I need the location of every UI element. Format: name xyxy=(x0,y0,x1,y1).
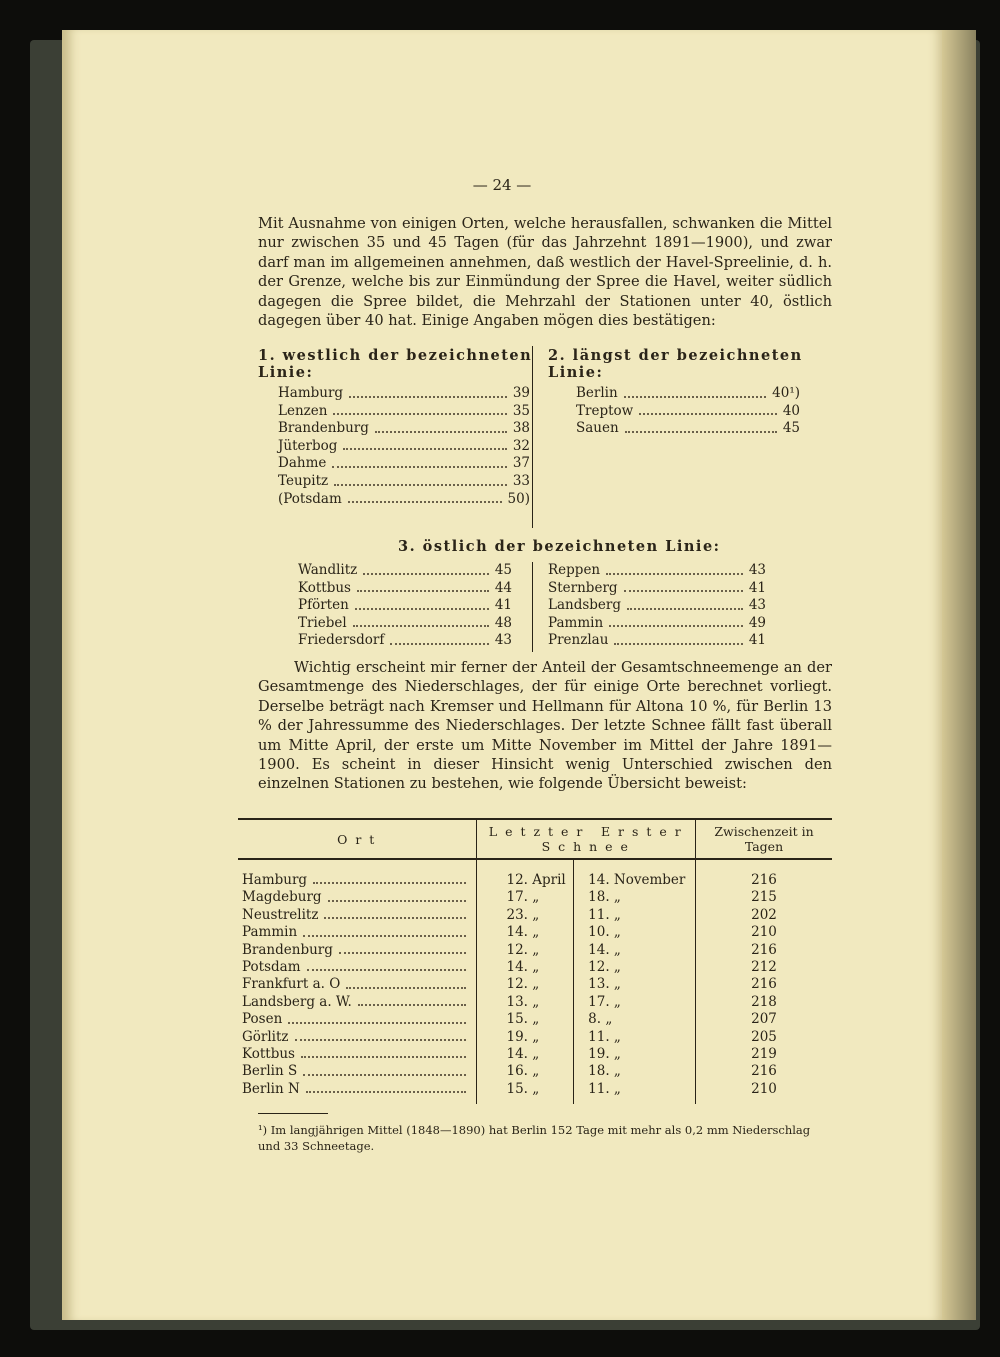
place-name: Friedersdorf xyxy=(298,632,385,649)
value: 49 xyxy=(748,614,766,631)
ort: Neustrelitz xyxy=(242,906,319,923)
list-item xyxy=(298,615,512,633)
letzter-cell: 14. „ xyxy=(476,924,574,941)
ort-cell xyxy=(238,859,476,889)
ort: Potsdam xyxy=(242,959,301,976)
leader-dots xyxy=(303,1063,465,1075)
zwischenzeit-cell: 212 xyxy=(696,959,832,976)
leader-dots xyxy=(288,1011,465,1023)
divider xyxy=(532,346,533,528)
value: 44 xyxy=(494,579,512,596)
leader-dots xyxy=(353,615,489,628)
list-item xyxy=(548,562,766,580)
leader-dots xyxy=(627,597,743,610)
leader-dots xyxy=(307,959,466,971)
snow-table xyxy=(238,818,832,1104)
place-name: Pammin xyxy=(548,614,604,631)
leader-dots xyxy=(614,632,742,645)
erster-cell: 14. „ xyxy=(574,942,696,959)
value: 43 xyxy=(748,562,766,578)
ort-cell xyxy=(238,994,476,1011)
place-name: Dahme xyxy=(278,455,327,472)
value: 41 xyxy=(748,579,766,596)
erster-cell: 17. „ xyxy=(574,994,696,1011)
ort-cell xyxy=(238,889,476,906)
leader-dots xyxy=(334,473,507,486)
leader-dots xyxy=(306,1081,466,1093)
list-item xyxy=(278,438,530,456)
table-row xyxy=(238,942,832,959)
ort: Berlin N xyxy=(242,1080,300,1097)
col-zwischenzeit: Zwischenzeit in Tagen xyxy=(696,819,832,859)
list-item xyxy=(298,562,512,580)
list-east-left xyxy=(298,562,512,650)
ort: Posen xyxy=(242,1011,283,1028)
table-row xyxy=(238,959,832,976)
zwischenzeit-cell: 216 xyxy=(696,976,832,993)
place-name: Prenzlau xyxy=(548,632,609,649)
erster-cell: 19. „ xyxy=(574,1046,696,1063)
place-name: Wandlitz xyxy=(298,562,358,578)
leader-dots xyxy=(328,889,466,901)
zwischenzeit-cell: 215 xyxy=(696,889,832,906)
leader-dots xyxy=(390,632,488,645)
list-item xyxy=(298,632,512,650)
place-name: Teupitz xyxy=(278,472,329,489)
leader-dots xyxy=(346,976,465,988)
list-item xyxy=(278,420,530,438)
col-schnee-label: S c h n e e xyxy=(541,839,630,854)
zwischenzeit-cell: 202 xyxy=(696,907,832,924)
table-row xyxy=(238,1046,832,1063)
place-name: Jüterbog xyxy=(278,437,338,454)
place-name: Sternberg xyxy=(548,579,618,596)
table-row xyxy=(238,1063,832,1080)
place-name: Reppen xyxy=(548,562,601,578)
value: 32 xyxy=(512,437,530,454)
list-item xyxy=(298,597,512,615)
list-item xyxy=(548,597,766,615)
zwischenzeit-cell: 219 xyxy=(696,1046,832,1063)
erster-cell: 18. „ xyxy=(574,889,696,906)
zwischenzeit-cell: 210 xyxy=(696,924,832,941)
table-row xyxy=(238,976,832,993)
value: 41 xyxy=(494,597,512,614)
list-item xyxy=(548,580,766,598)
letzter-cell: 12. „ xyxy=(476,976,574,993)
list-item xyxy=(576,403,800,421)
list-item xyxy=(278,403,530,421)
ort: Hamburg xyxy=(242,872,308,888)
place-name: (Potsdam xyxy=(278,490,342,507)
leader-dots xyxy=(355,597,489,610)
place-name: Lenzen xyxy=(278,402,328,419)
leader-dots xyxy=(324,907,465,919)
divider xyxy=(532,562,533,652)
zwischenzeit-cell: 210 xyxy=(696,1081,832,1104)
ort: Kottbus xyxy=(242,1046,295,1063)
table-row xyxy=(238,924,832,941)
ort: Magdeburg xyxy=(242,889,322,906)
leader-dots xyxy=(303,924,465,936)
list-item xyxy=(298,580,512,598)
ort-cell xyxy=(238,924,476,941)
erster-cell: 10. „ xyxy=(574,924,696,941)
list-title: 1. westlich der bezeichneten Linie: xyxy=(258,347,533,381)
place-name: Kottbus xyxy=(298,579,351,596)
value: 43 xyxy=(494,632,512,649)
ort-cell xyxy=(238,1063,476,1080)
table-row xyxy=(238,907,832,924)
zwischenzeit-cell: 216 xyxy=(696,1063,832,1080)
value: 40¹) xyxy=(772,385,800,401)
leader-dots xyxy=(357,580,489,593)
erster-cell: 13. „ xyxy=(574,976,696,993)
ort: Landsberg a. W. xyxy=(242,993,352,1010)
table-row xyxy=(238,859,832,889)
list-item xyxy=(278,491,530,509)
ort-cell xyxy=(238,1029,476,1046)
book-page xyxy=(62,30,942,1320)
erster-cell: 14. November xyxy=(574,859,696,889)
list-item xyxy=(548,615,766,633)
letzter-cell: 13. „ xyxy=(476,994,574,1011)
value: 48 xyxy=(494,614,512,631)
letzter-cell: 19. „ xyxy=(476,1029,574,1046)
letzter-cell: 14. „ xyxy=(476,959,574,976)
col-ort: O r t xyxy=(238,819,476,859)
leader-dots xyxy=(339,942,466,954)
value: 37 xyxy=(512,455,530,472)
ort-cell xyxy=(238,976,476,993)
ort: Brandenburg xyxy=(242,941,333,958)
leader-dots xyxy=(349,385,507,398)
page-edges xyxy=(940,30,976,1320)
list-item xyxy=(278,385,530,403)
list-item xyxy=(576,420,800,438)
value: 41 xyxy=(748,632,766,649)
place-name: Berlin xyxy=(576,385,618,401)
ort-cell xyxy=(238,1081,476,1104)
erster-cell: 11. „ xyxy=(574,1081,696,1104)
value: 39 xyxy=(512,385,530,401)
letzter-cell: 12. April xyxy=(476,859,574,889)
leader-dots xyxy=(606,562,743,575)
leader-dots xyxy=(343,438,506,451)
zwischenzeit-cell: 207 xyxy=(696,1011,832,1028)
value: 45 xyxy=(782,420,800,437)
place-name: Hamburg xyxy=(278,385,344,401)
list-title: 3. östlich der bezeichneten Linie: xyxy=(398,538,721,555)
value: 43 xyxy=(748,597,766,614)
list-west xyxy=(258,347,540,508)
table-row xyxy=(238,889,832,906)
place-name: Brandenburg xyxy=(278,420,369,437)
erster-cell: 12. „ xyxy=(574,959,696,976)
col-letzter: L e t z t e r xyxy=(488,824,585,839)
value: 40 xyxy=(782,402,800,419)
zwischenzeit-cell: 216 xyxy=(696,859,832,889)
place-name: Landsberg xyxy=(548,597,622,614)
letzter-cell: 14. „ xyxy=(476,1046,574,1063)
leader-dots xyxy=(375,420,507,433)
ort-cell xyxy=(238,942,476,959)
letzter-cell: 17. „ xyxy=(476,889,574,906)
list-title: 2. längst der bezeichneten Linie: xyxy=(548,347,803,381)
list-item xyxy=(548,632,766,650)
col-schnee xyxy=(476,819,696,859)
list-item xyxy=(278,455,530,473)
place-name: Treptow xyxy=(576,402,634,419)
letzter-cell: 23. „ xyxy=(476,907,574,924)
list-along xyxy=(548,347,830,438)
zwischenzeit-cell: 218 xyxy=(696,994,832,1011)
list-east-right xyxy=(548,562,766,650)
value: 45 xyxy=(494,562,512,578)
col-erster: E r s t e r xyxy=(600,824,683,839)
leader-dots xyxy=(363,562,489,575)
leader-dots xyxy=(333,403,506,416)
letzter-cell: 15. „ xyxy=(476,1011,574,1028)
paragraph-1: Mit Ausnahme von einigen Orten, welche herausfallen, schwanken die Mittel nur zwischen 35 und 45 Tagen (für das Jahrzehnt 1891—1900), und zwar darf man im allgemeinen annehmen, daß westlich der Havel-Spreelinie, d. h. der Grenze, welche bis zur Einmündung der Spree die Havel, weiter südlich dagegen die Spree bildet, die Mehrzahl der Stationen unter 40, östlich dagegen über 40 hat. Einige Angaben mögen dies bestätigen: xyxy=(258,215,832,330)
list-item xyxy=(576,385,800,403)
value: 35 xyxy=(512,402,530,419)
place-name: Triebel xyxy=(298,614,347,631)
erster-cell: 18. „ xyxy=(574,1063,696,1080)
ort: Pammin xyxy=(242,924,298,941)
leader-dots xyxy=(624,580,743,593)
leader-dots xyxy=(624,385,766,398)
value: 38 xyxy=(512,420,530,437)
leader-dots xyxy=(639,403,777,416)
value: 33 xyxy=(512,472,530,489)
leader-dots xyxy=(625,420,777,433)
letzter-cell: 16. „ xyxy=(476,1063,574,1080)
page-number: — 24 — xyxy=(472,176,532,194)
ort: Görlitz xyxy=(242,1028,289,1045)
ort: Frankfurt a. O xyxy=(242,976,341,993)
erster-cell: 11. „ xyxy=(574,907,696,924)
ort-cell xyxy=(238,1011,476,1028)
table-row xyxy=(238,1081,832,1104)
leader-dots xyxy=(609,615,743,628)
leader-dots xyxy=(295,1029,466,1041)
ort-cell xyxy=(238,907,476,924)
zwischenzeit-cell: 216 xyxy=(696,942,832,959)
table-row xyxy=(238,994,832,1011)
zwischenzeit-cell: 205 xyxy=(696,1029,832,1046)
letzter-cell: 12. „ xyxy=(476,942,574,959)
erster-cell: 11. „ xyxy=(574,1029,696,1046)
leader-dots xyxy=(313,872,465,884)
leader-dots xyxy=(348,491,502,504)
erster-cell: 8. „ xyxy=(574,1011,696,1028)
footnote-rule xyxy=(258,1113,328,1114)
leader-dots xyxy=(301,1046,466,1058)
paragraph-2: Wichtig erscheint mir ferner der Anteil der Gesamtschneemenge an der Gesamtmenge des Niederschlages, der für einige Orte berechnet vorliegt. Derselbe beträgt nach Kremser und Hellmann für Altona 10 %, für Berlin 13 % der Jahressumme des Niederschlages. Der letzte Schnee fällt fast überall um Mitte April, der erste um Mitte November im Mittel der Jahre 1891—1900. Es scheint in dieser Hinsicht wenig Unterschied zwischen den einzelnen Stationen zu bestehen, wie folgende Übersicht beweist: xyxy=(258,659,832,793)
place-name: Pförten xyxy=(298,597,349,614)
table-row xyxy=(238,1029,832,1046)
ort-cell xyxy=(238,959,476,976)
leader-dots xyxy=(358,994,466,1006)
leader-dots xyxy=(332,455,506,468)
ort: Berlin S xyxy=(242,1063,298,1080)
place-name: Sauen xyxy=(576,420,619,437)
value: 50) xyxy=(507,490,530,507)
letzter-cell: 15. „ xyxy=(476,1081,574,1104)
table-row xyxy=(238,1011,832,1028)
ort-cell xyxy=(238,1046,476,1063)
list-item xyxy=(278,473,530,491)
footnote: ¹) Im langjährigen Mittel (1848—1890) hat Berlin 152 Tage mit mehr als 0,2 mm Niederschlag und 33 Schneetage. xyxy=(258,1123,811,1153)
